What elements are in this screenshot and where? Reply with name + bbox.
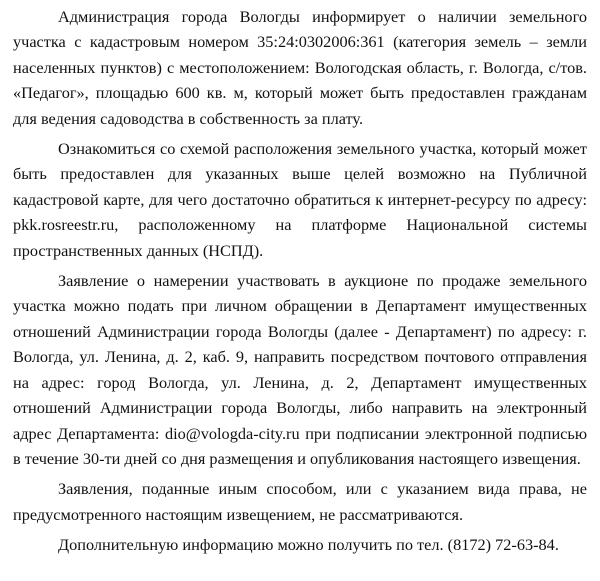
paragraph-contact-phone: Дополнительную информацию можно получить по тел. (8172) 72-63-84.: [58, 535, 559, 555]
paragraph-cadastral-map-info: Ознакомиться со схемой расположения земельного участка, который может быть предоставлен для указанных выше целей возможно на Публичной кадастровой карте, для чего достаточно обратиться к интернет-ресурсу по адресу: pkk.rosreestr.ru, расположенному на платформе Национальной системы пространственных данных (НСПД).: [13, 139, 587, 260]
paragraph-application-procedure: Заявление о намерении участвовать в аукционе по продаже земельного участка можно подать при личном обращении в Департамент имущественных отношений Администрации города Вологды (далее - Департамент) по адресу: г. Вологда, ул. Ленина, д. 2, каб. 9, направить посредством почтового отправления на адрес: город Вологда, ул. Ленина, д. 2, Департамент имущественных отношений Администрации города Вологды, либо направить на электронный адрес Департамента: dio@vologda-city.ru при подписании электронной подписью в течение 30-ти дней со дня размещения и опубликования настоящего извещения.: [13, 271, 587, 468]
paragraph-land-plot-notice: Администрация города Вологды информирует о наличии земельного участка с кадастровым номером 35:24:0302006:361 (категория земель – земли населенных пунктов) с местоположением: Вологодская область, г. Вологда, с/тов. «Педагог», площадью 600 кв. м, который может быть предоставлен гражданам для ведения садоводства в собственность за плату.: [13, 7, 587, 128]
paragraph-rejection-notice: Заявления, поданные иным способом, или с указанием вида права, не предусмотренного настоящим извещением, не рассматриваются.: [13, 479, 587, 524]
